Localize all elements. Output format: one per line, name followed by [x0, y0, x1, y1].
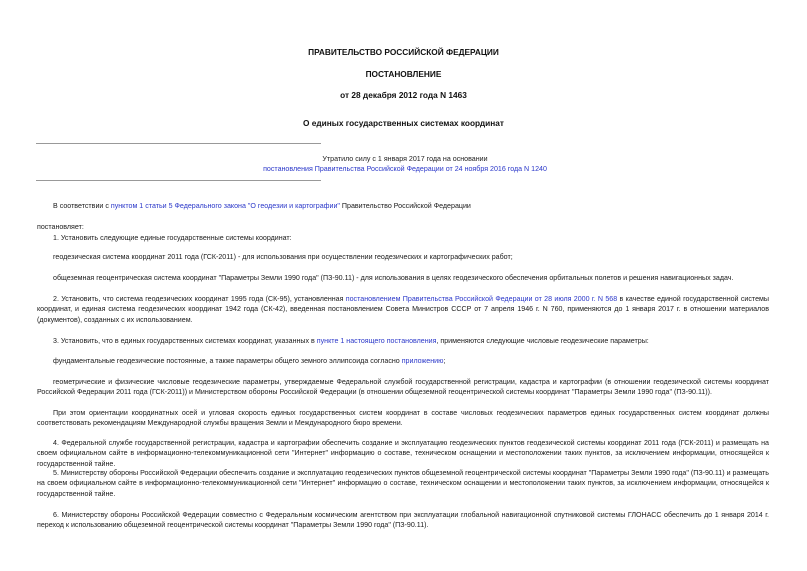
paragraph-1b: общеземная геоцентрическая система координат "Параметры Земли 1990 года" (ПЗ-90.11) - для использования в целях геодезического обеспечения орбитальных полетов и решения навигационных задач.	[53, 274, 734, 282]
point-1-link[interactable]: пункте 1 настоящего постановления	[316, 337, 437, 345]
paragraph-3	[37, 336, 769, 346]
divider-top	[36, 143, 321, 144]
decides-line: постановляет:	[37, 223, 84, 231]
paragraph-3a-text: фундаментальные геодезические постоянные, а также параметры общего земного эллипсоида согласно	[53, 357, 402, 365]
intro-paragraph	[37, 201, 769, 211]
paragraph-1: 1. Установить следующие единые государственные системы координат:	[53, 234, 292, 242]
decree-568-link[interactable]: постановлением Правительства Российской Федерации от 28 июля 2000 г. N 568	[345, 295, 618, 303]
paragraph-5: 5. Министерству обороны Российской Федерации обеспечить создание и эксплуатацию геодезических пунктов общеземной геоцентрической системы координат "Параметры Земли 1990 года" (ПЗ-90.11) и размещать на своем официальном сайте в информационно-телекоммуникационной сети "Интернет" информацию о составе, техническом оснащении и местоположении таких пунктов, за исключением информации, относящейся к государственной тайне.	[37, 469, 769, 498]
paragraph-3-text: 3. Установить, что в единых государственных системах координат, указанных в	[53, 337, 317, 345]
law-link[interactable]: пунктом 1 статьи 5 Федерального закона "О геодезии и картографии"	[110, 202, 340, 210]
document-type: ПОСТАНОВЛЕНИЕ	[365, 69, 442, 79]
repeal-note	[180, 154, 630, 174]
paragraph-3c: При этом ориентации координатных осей и угловая скорость единых государственных систем координат в составе числовых геодезических параметров единых государственных систем координат должны соответствовать рекомендациям Международной службы вращения Земли и Международного бюро времени.	[37, 409, 769, 428]
paragraph-2-text-end: в качестве единой государственной системы координат, и единая система геодезических координат 1942 года (СК-42), введенная постановлением Совета Министров СССР от 7 апреля 1946 г. N 760, применяются до 1 января 2017 г. в отношении материалов (документов), созданных с их использованием.	[37, 295, 769, 324]
paragraph-3a	[37, 356, 769, 366]
intro-text: В соответствии с	[53, 202, 111, 210]
repeal-note-link[interactable]: постановления Правительства Российской Федерации от 24 ноября 2016 года N 1240	[263, 165, 547, 173]
paragraph-4: 4. Федеральной службе государственной регистрации, кадастра и картографии обеспечить создание и эксплуатацию геодезических пунктов геодезической системы координат 2011 года (ГСК-2011) и размещать на своем официальном сайте в информационно-телекоммуникационной сети "Интернет" информацию о составе, техническом оснащении и местоположении таких пунктов, за исключением информации, относящейся к государственной тайне.	[37, 439, 769, 468]
paragraph-6: 6. Министерству обороны Российской Федерации совместно с Федеральным космическим агентством при эксплуатации глобальной навигационной спутниковой системы ГЛОНАСС обеспечить до 1 января 2014 г. переход к использованию общеземной геоцентрической системы координат "Параметры Земли 1990 года" (ПЗ-90.11).	[37, 511, 769, 530]
paragraph-3b: геометрические и физические числовые геодезические параметры, утверждаемые Федеральной службой государственной регистрации, кадастра и картографии (в отношении геодезической системы координат Российской Федерации 2011 года (ГСК-2011)) и Министерством обороны Российской Федерации (в отношении общеземной геоцентрической системы координат "Параметры Земли 1990 года" (ПЗ-90.11)).	[37, 378, 769, 397]
repeal-note-text: Утратило силу с 1 января 2017 года на основании	[322, 155, 488, 163]
intro-text-end: Правительство Российской Федерации	[339, 202, 471, 210]
paragraph-3-text-end: , применяются следующие числовые геодезические параметры:	[436, 337, 649, 345]
paragraph-3a-end: ;	[443, 357, 446, 365]
appendix-link[interactable]: приложению	[401, 357, 444, 365]
divider-bottom	[36, 180, 321, 181]
document-date-number: от 28 декабря 2012 года N 1463	[340, 90, 467, 100]
paragraph-2	[37, 294, 769, 325]
paragraph-1a: геодезическая система координат 2011 года (ГСК-2011) - для использования при осуществлении геодезических и картографических работ;	[53, 253, 513, 261]
paragraph-2-text: 2. Установить, что система геодезических координат 1995 года (СК-95), установленная	[53, 295, 346, 303]
document-title: О единых государственных системах координат	[303, 118, 504, 128]
government-heading: ПРАВИТЕЛЬСТВО РОССИЙСКОЙ ФЕДЕРАЦИИ	[308, 47, 499, 57]
